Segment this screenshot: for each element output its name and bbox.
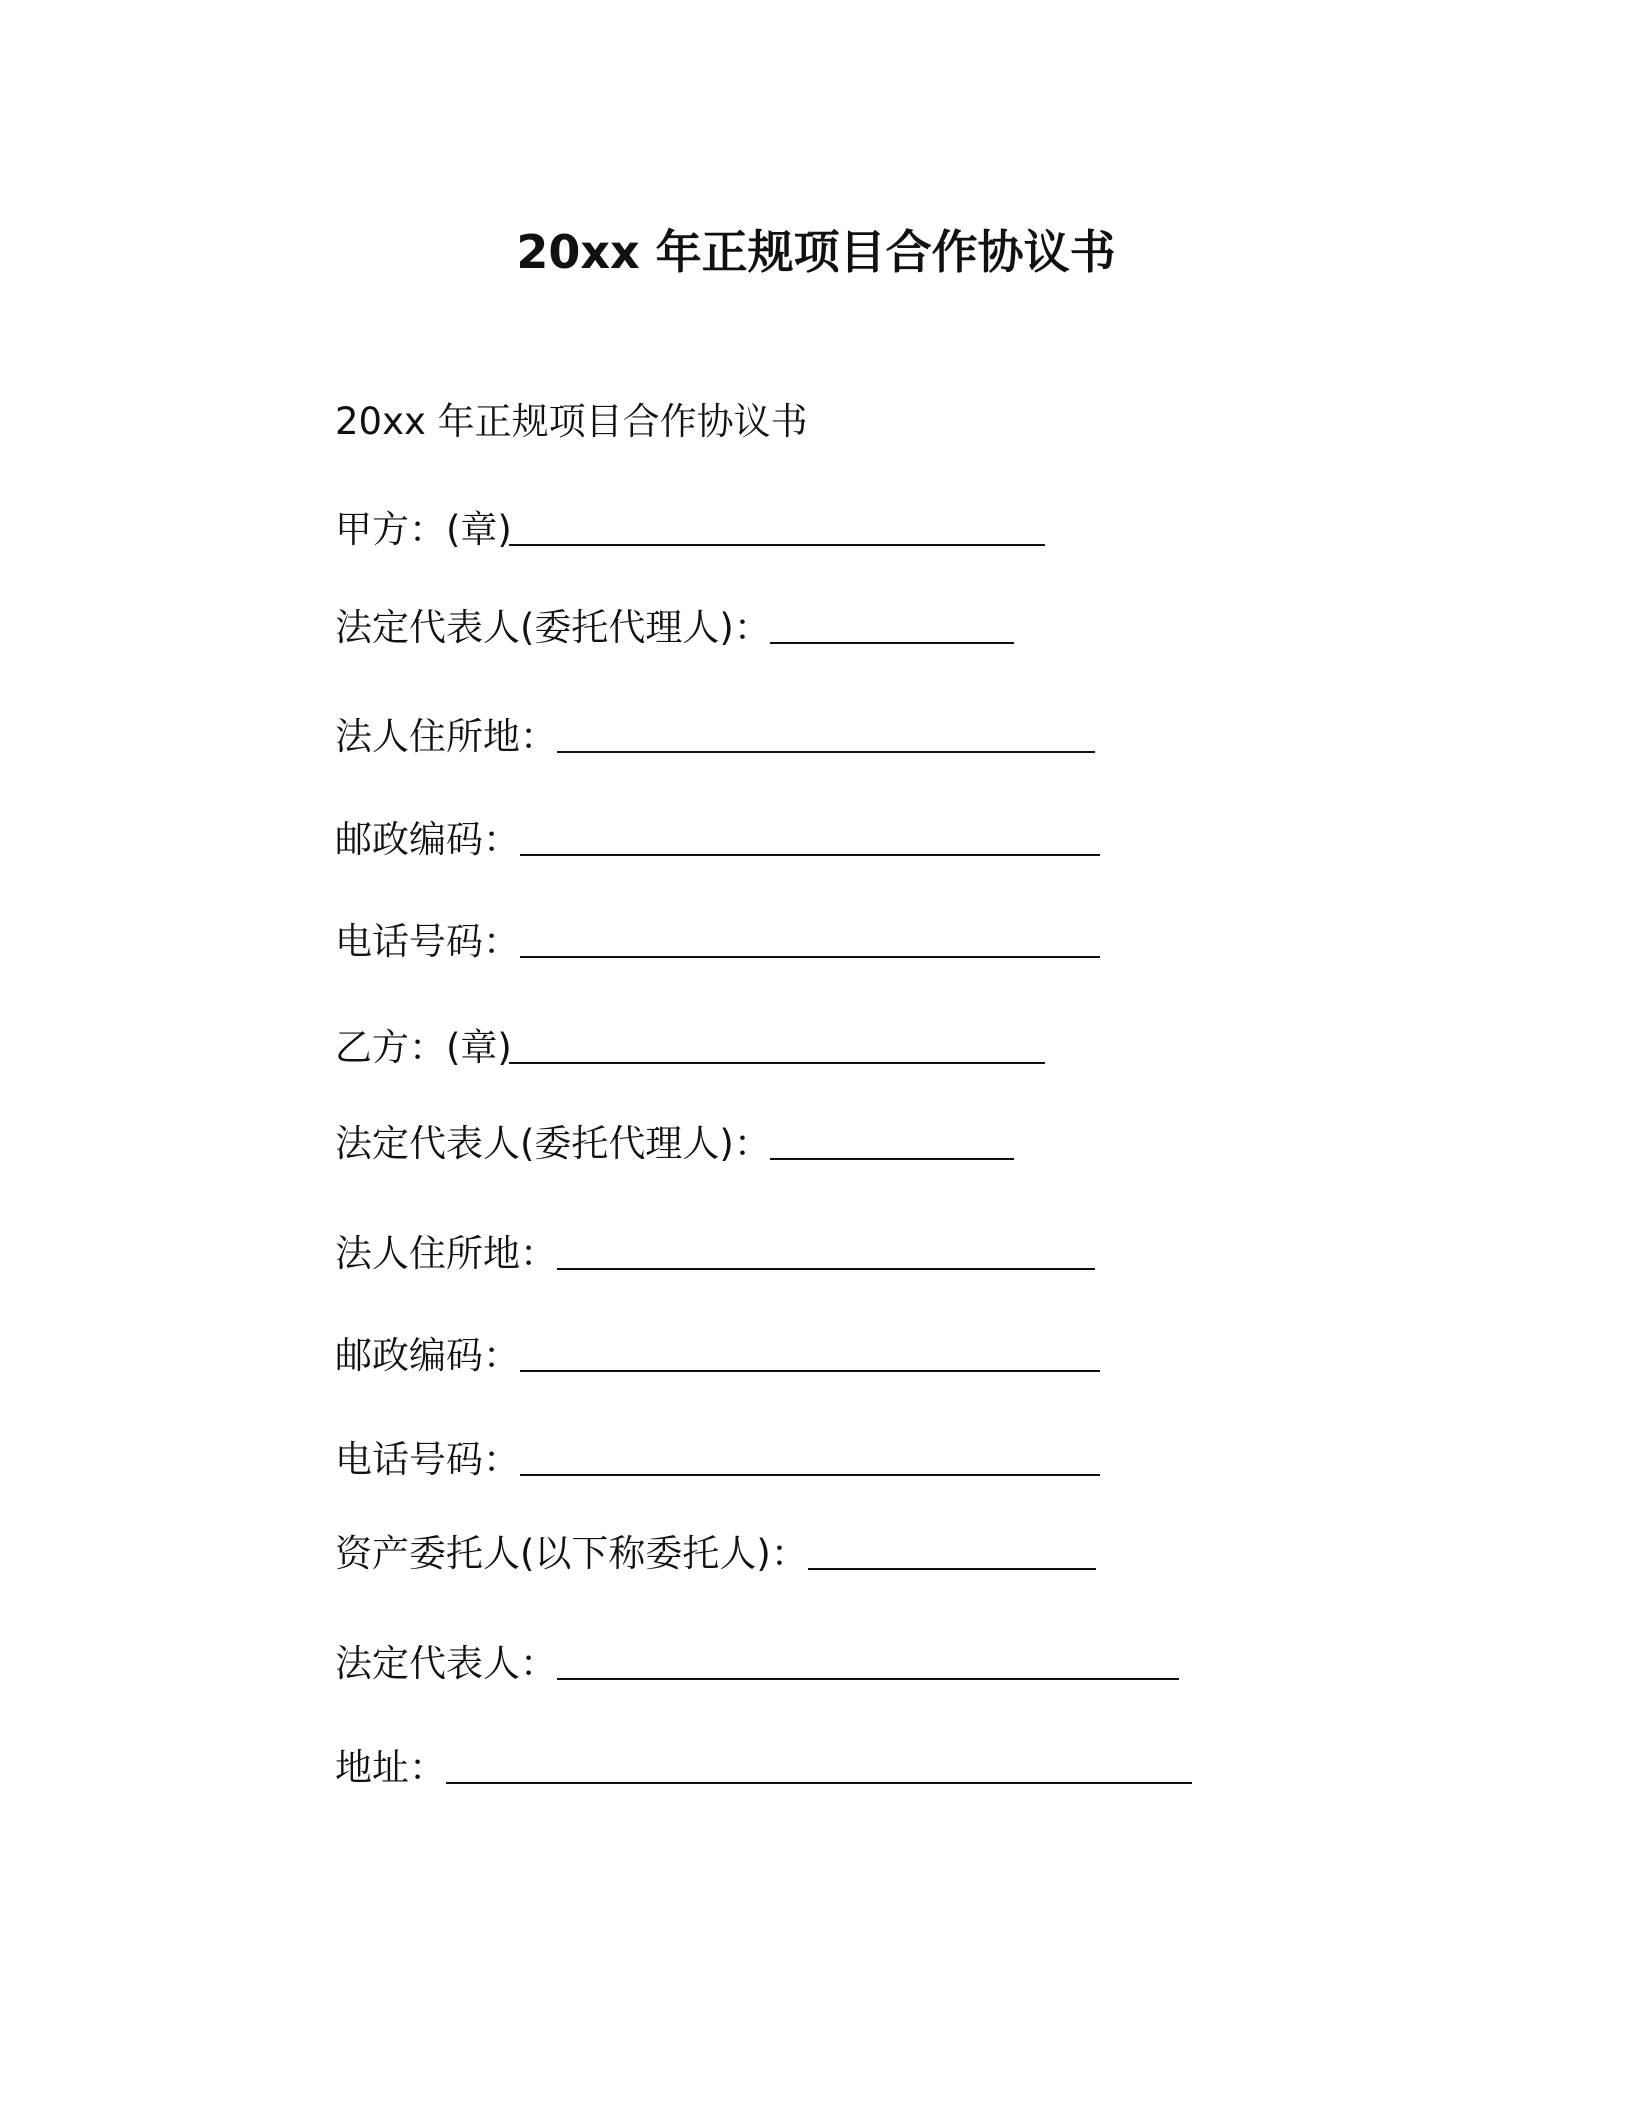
party-a-phone-label: 电话号码： — [335, 920, 520, 963]
party-a-phone-blank[interactable] — [520, 956, 1100, 958]
party-a-representative-blank[interactable] — [770, 642, 1014, 644]
party-a-domicile-blank[interactable] — [557, 751, 1095, 753]
party-a-postcode-field — [335, 816, 520, 864]
principal-address-field — [335, 1744, 446, 1792]
party-b-domicile-label: 法人住所地： — [335, 1232, 557, 1275]
party-a-representative-field — [335, 604, 771, 652]
party-b-representative-field — [335, 1120, 771, 1168]
party-b-domicile-field — [335, 1230, 557, 1278]
party-b-representative-blank[interactable] — [770, 1158, 1014, 1160]
party-b-phone-label: 电话号码： — [335, 1438, 520, 1481]
asset-principal-blank[interactable] — [808, 1568, 1096, 1570]
party-b-postcode-label: 邮政编码： — [335, 1334, 520, 1377]
party-b-phone-field — [335, 1436, 520, 1484]
principal-representative-field — [335, 1640, 557, 1688]
asset-principal-label: 资产委托人(以下称委托人)： — [335, 1532, 808, 1575]
party-b-blank[interactable] — [509, 1062, 1045, 1064]
party-a-field — [335, 506, 512, 554]
party-a-label: 甲方：(章) — [335, 508, 512, 551]
party-b-domicile-blank[interactable] — [557, 1268, 1095, 1270]
party-b-postcode-field — [335, 1332, 520, 1380]
document-title: 20xx 年正规项目合作协议书 — [516, 225, 1116, 279]
party-a-domicile-field — [335, 713, 557, 761]
principal-address-blank[interactable] — [446, 1782, 1192, 1784]
party-a-representative-label: 法定代表人(委托代理人)： — [335, 606, 771, 649]
party-a-postcode-blank[interactable] — [520, 854, 1100, 856]
principal-representative-label: 法定代表人： — [335, 1642, 557, 1685]
document-subtitle: 20xx 年正规项目合作协议书 — [335, 400, 808, 443]
principal-representative-blank[interactable] — [557, 1678, 1179, 1680]
party-b-label: 乙方：(章) — [335, 1026, 512, 1069]
party-a-phone-field — [335, 918, 520, 966]
party-a-blank[interactable] — [509, 544, 1045, 546]
party-a-domicile-label: 法人住所地： — [335, 715, 557, 758]
party-a-postcode-label: 邮政编码： — [335, 818, 520, 861]
party-b-field — [335, 1024, 512, 1072]
party-b-postcode-blank[interactable] — [520, 1370, 1100, 1372]
party-b-phone-blank[interactable] — [520, 1474, 1100, 1476]
principal-address-label: 地址： — [335, 1746, 446, 1789]
asset-principal-field — [335, 1530, 808, 1578]
party-b-representative-label: 法定代表人(委托代理人)： — [335, 1122, 771, 1165]
